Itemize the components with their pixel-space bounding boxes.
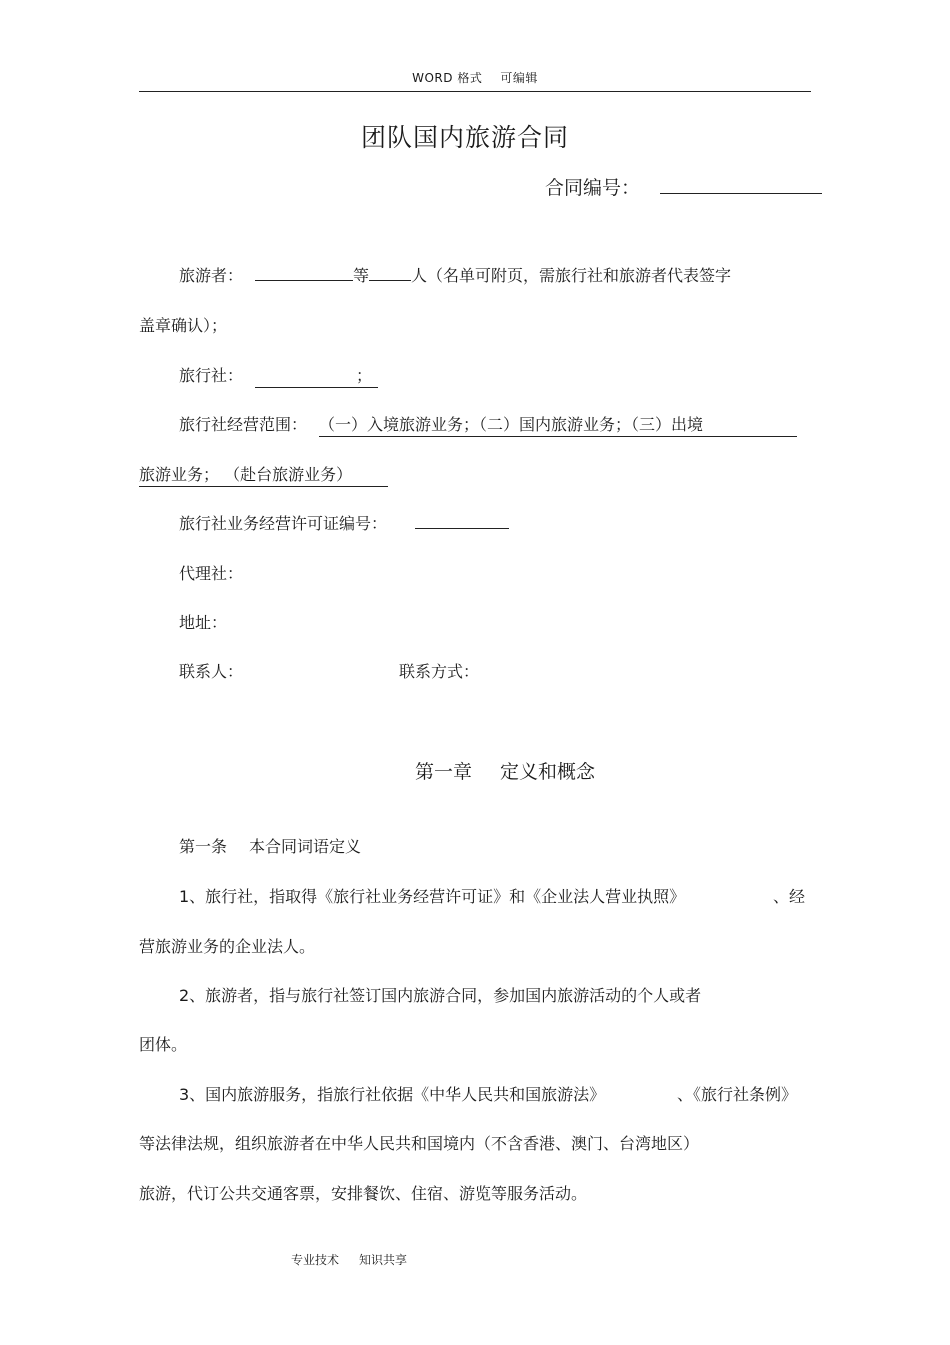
traveler-label: 旅游者： [179, 266, 244, 285]
page-header [0, 69, 950, 86]
article-heading [179, 837, 361, 857]
address-label: 地址： [179, 613, 228, 632]
agency-field[interactable] [255, 366, 378, 388]
paragraph-3-line-2: 等法律法规，组织旅游者在中华人民共和国境内（不含香港、澳门、台湾地区） [139, 1134, 700, 1153]
document-title: 团队国内旅游合同 [360, 123, 569, 152]
traveler-tail: 人（名单可附页，需旅行社和旅游者代表签字 [411, 266, 732, 285]
paragraph-1-line-2: 营旅游业务的企业法人。 [139, 937, 316, 956]
traveler-count-blank[interactable] [369, 266, 411, 281]
paragraph-2-line-2: 团体。 [139, 1035, 188, 1054]
scope-value-line1 [319, 415, 797, 437]
scope-value-text-2: 旅游业务； （赴台旅游业务） [139, 465, 353, 484]
chapter-number: 第一章 [414, 761, 472, 783]
license-row [179, 514, 509, 534]
traveler-row-continued: 盖章确认）； [139, 316, 228, 335]
paragraph-3-line-1: 3、国内旅游服务，指旅行社依据《中华人民共和国旅游法》 [179, 1085, 606, 1104]
contact-person-label: 联系人： [179, 662, 244, 681]
agent-label: 代理社： [179, 564, 244, 583]
paragraph-1-line-1-end: 、经 [773, 887, 806, 906]
footer-right-label: 知识共享 [359, 1253, 408, 1267]
header-format-label: WORD 格式 [412, 71, 483, 85]
header-editable-label: 可编辑 [500, 71, 538, 85]
scope-value-line2 [139, 465, 388, 487]
scope-value-text-1: （一）入境旅游业务；（二）国内旅游业务；（三）出境 [319, 415, 704, 434]
page-footer [291, 1251, 407, 1268]
agency-value: ； [356, 366, 373, 385]
paragraph-3-line-1-end: 、《旅行社条例》 [677, 1085, 798, 1104]
paragraph-1-line-1: 1、旅行社，指取得《旅行社业务经营许可证》和《企业法人营业执照》 [179, 887, 686, 906]
agency-row [179, 366, 378, 388]
footer-left-label: 专业技术 [291, 1253, 340, 1267]
header-divider [139, 91, 811, 92]
traveler-row [179, 266, 731, 286]
paragraph-2-line-1: 2、旅游者，指与旅行社签订国内旅游合同，参加国内旅游活动的个人或者 [179, 986, 702, 1005]
contract-number-row [545, 173, 822, 200]
article-number: 第一条 [179, 837, 228, 856]
contact-method-label: 联系方式： [399, 662, 480, 681]
chapter-name: 定义和概念 [500, 761, 596, 783]
license-number-blank[interactable] [415, 514, 509, 529]
article-name: 本合同词语定义 [249, 837, 362, 856]
scope-row [179, 415, 797, 437]
traveler-name-blank[interactable] [255, 266, 353, 281]
agency-label: 旅行社： [179, 366, 244, 385]
scope-label: 旅行社经营范围： [179, 415, 308, 434]
traveler-mid: 等 [353, 266, 370, 285]
paragraph-3-line-3: 旅游，代订公共交通客票，安排餐饮、住宿、游览等服务活动。 [139, 1184, 588, 1203]
contract-number-blank[interactable] [660, 179, 822, 194]
scope-row-continued [139, 465, 388, 487]
license-label: 旅行社业务经营许可证编号： [179, 514, 388, 533]
chapter-heading [0, 757, 950, 784]
contract-number-label: 合同编号： [545, 177, 641, 199]
